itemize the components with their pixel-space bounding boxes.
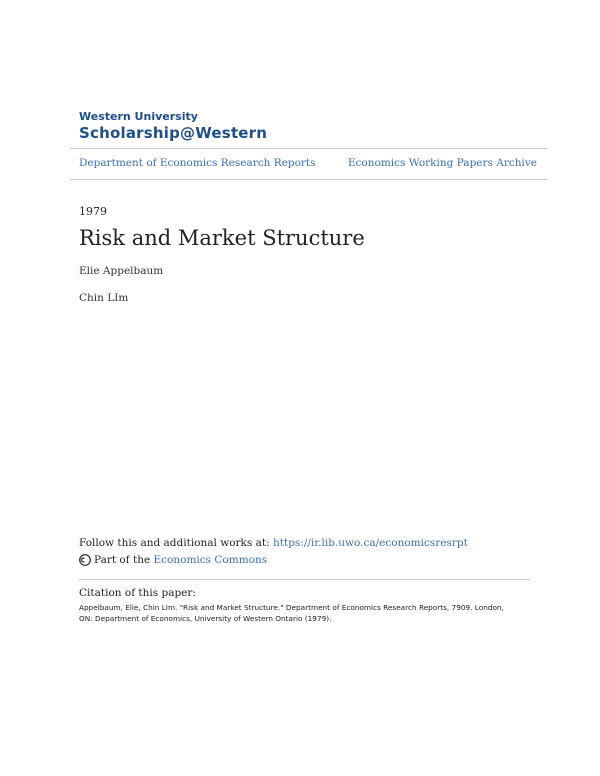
working-papers-archive-link[interactable]: Economics Working Papers Archive [347, 157, 537, 169]
author-name: Elie Appelbaum [79, 265, 164, 277]
citation-divider [79, 579, 530, 580]
follow-line [79, 537, 468, 549]
repository-brand[interactable] [79, 110, 267, 142]
part-of-text: Part of the [94, 554, 151, 566]
header-divider-top [70, 148, 547, 149]
header-divider-bottom [70, 179, 547, 180]
institution-name: Western University [79, 110, 198, 123]
paper-title: Risk and Market Structure [79, 226, 365, 250]
repository-name[interactable]: Scholarship@Western [79, 124, 268, 142]
economics-commons-link[interactable]: Economics Commons [153, 554, 268, 566]
collection-url-link[interactable]: https://ir.lib.uwo.ca/economicsresrpt [273, 537, 468, 549]
creative-commons-icon [79, 554, 91, 566]
follow-text: Follow this and additional works at: [79, 537, 273, 549]
author-name: Chin LIm [79, 292, 129, 304]
publication-year: 1979 [79, 205, 107, 218]
research-reports-link[interactable]: Department of Economics Research Reports [79, 157, 316, 169]
citation-text: Appelbaum, Elie, Chin LIm. "Risk and Market Structure." Department of Economics Research Reports, 7909. London, ON: Department of Economics, University of Western Ontario (1979). [79, 603, 504, 623]
part-of-line [79, 554, 267, 566]
citation-heading: Citation of this paper: [79, 587, 196, 599]
